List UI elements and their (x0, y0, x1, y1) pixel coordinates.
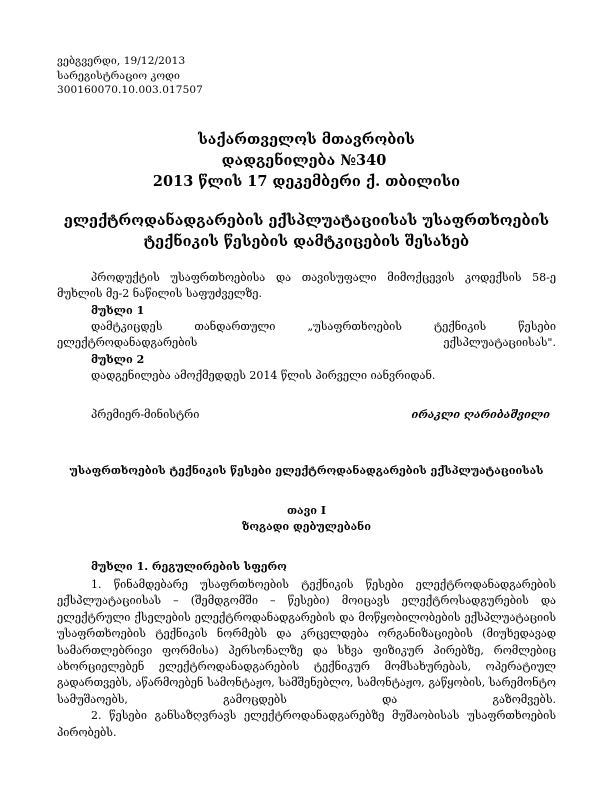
rules-clause-1-text: წინამდებარე უსაფრთხოების ტექნიკის წესები ელექტროდანადგარების ექსპლუატაციისას – (შემდგომში – წესები) მოიცავს ელექტროსადგურების და ელექტრული ქსელების ელექტროდანადგარების და მოწყობილობების ექსპლუატაციის უსაფრთხოების ტექნიკის ნორმებს და კრცელდება ორგანიზაციების (მიუხედავად სამართლებრივი ფორმისა) პერსონალზე და სხვა ფიზიკურ პირებზე, რომლებიც ახორციელებენ ელექტროდანადგარების ტექნიკურ მომსახურებას, ოპერატიულ გადართვებს, აწარმოებენ სამონტაჟო, სამშენებლო, სამონტაჟო, გაწყობის, სარემონტო სამუშაოებს, გამოცდებს და გაზომვებს. (57, 578, 557, 706)
rules-clause-2 (57, 708, 556, 741)
document-subject-block (57, 210, 556, 253)
meta-registration-label: სარეგისტრაციო კოდი (57, 69, 180, 82)
article-1-heading: მუხლი 1 (91, 303, 145, 317)
title-line-date-place: 2013 წლის 17 დეკემბერი ქ. თბილისი (152, 172, 461, 190)
chapter-title: ზოგადი დებულებანი (242, 519, 371, 533)
title-line-government: საქართველოს მთავრობის (198, 130, 415, 148)
document-title-block (57, 129, 556, 192)
rules-document-title: უსაფრთხოების ტექნიკის წესები ელექტროდანადგარების ექსპლუატაციისას (69, 463, 544, 477)
article-2-heading: მუხლი 2 (91, 352, 145, 366)
preamble-paragraph: პროდუქტის უსაფრთხოებისა და თავისუფალი მიმოქცევის კოდექსის 58-ე მუხლის მე-2 ნაწილის საფუძველზე. (57, 270, 556, 301)
signature-row (57, 407, 556, 423)
meta-publication-line: ვებგვერდი, 19/12/2013 (57, 55, 186, 67)
signature-role: პრემიერ-მინისტრი (91, 407, 200, 421)
subject-line-2: ტექნიკის წესების დამტკიცების შესახებ (143, 233, 470, 251)
chapter-heading (57, 503, 556, 535)
rules-section-heading: მუხლი 1. რეგულირების სფერო (91, 559, 287, 573)
rules-clause-1-number: 1. (91, 578, 114, 592)
title-line-decree-number: დადგენილება №340 (221, 151, 392, 169)
signature-name: ირაკლი ღარიბაშვილი (411, 407, 550, 421)
subject-line-1: ელექტროდანადგარების ექსპლუატაციისას უსაფრთხოების (63, 211, 550, 229)
meta-registration-code: 300160070.10.003.017507 (57, 84, 203, 97)
rules-clause-2-number: 2. (91, 709, 110, 723)
article-1-text: დამტკიცდეს თანდართული „უსაფრთხოების ტექნიკის წესები ელექტროდანადგარების ექსპლუატაციისას". (57, 320, 556, 350)
document-meta-block (57, 54, 556, 98)
rules-clause-1 (57, 577, 556, 708)
article-2-text: დადგენილება ამოქმედდეს 2014 წლის პირველი იანვრიდან. (91, 369, 436, 383)
rules-clause-2-text: წესები განსაზღვრავს ელექტროდანადგარებზე მუშაობისას უსაფრთხოების პირობებს. (57, 709, 556, 739)
chapter-number: თავი I (286, 503, 327, 517)
